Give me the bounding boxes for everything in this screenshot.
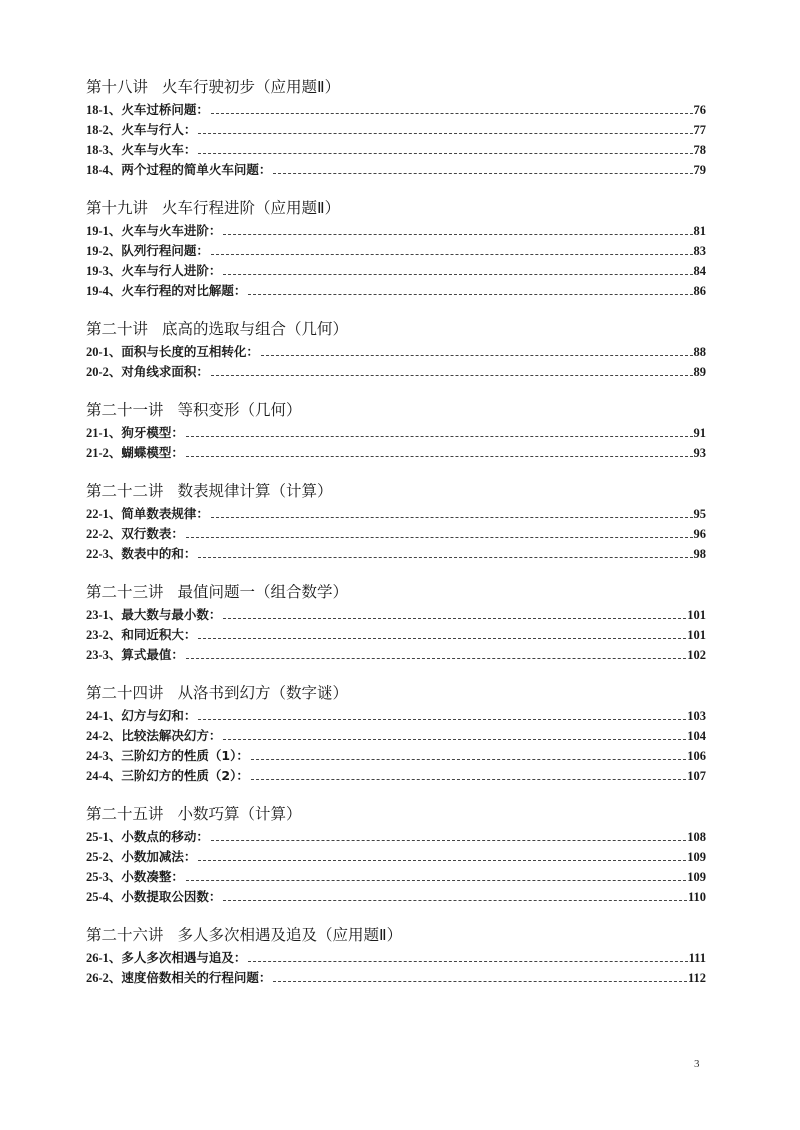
entry-title: 队列行程问题： bbox=[121, 243, 209, 258]
entry-title: 速度倍数相关的行程问题： bbox=[121, 970, 272, 985]
chapter-section bbox=[86, 197, 706, 301]
entry-title: 最大数与最小数： bbox=[121, 607, 222, 622]
entry-title: 两个过程的简单火车问题： bbox=[121, 162, 272, 177]
entry-number: 25-4、 bbox=[86, 890, 122, 904]
entry-number: 19-2、 bbox=[86, 244, 122, 258]
entry-number: 24-3、 bbox=[86, 749, 122, 763]
entry-page-number: 95 bbox=[693, 507, 706, 521]
dot-leader bbox=[273, 173, 692, 174]
entry-page-number: 79 bbox=[693, 163, 706, 177]
entry-page-number: 111 bbox=[688, 951, 706, 965]
chapter-title: 多人多次相遇及追及（应用题Ⅱ） bbox=[177, 926, 403, 944]
chapter-number: 第十九讲 bbox=[86, 199, 149, 217]
entry-title: 小数提取公因数： bbox=[121, 889, 222, 904]
chapter-number: 第二十四讲 bbox=[86, 684, 164, 702]
page-number: 3 bbox=[694, 1058, 700, 1070]
chapter-title: 数表规律计算（计算） bbox=[177, 482, 333, 500]
toc-entry bbox=[86, 625, 706, 645]
entry-number: 19-3、 bbox=[86, 264, 122, 278]
entry-number: 26-2、 bbox=[86, 971, 122, 985]
toc-entry bbox=[86, 342, 706, 362]
chapter-title: 小数巧算（计算） bbox=[177, 805, 302, 823]
dot-leader bbox=[211, 254, 693, 255]
entry-number: 25-1、 bbox=[86, 830, 122, 844]
entry-number: 25-2、 bbox=[86, 850, 122, 864]
entry-number: 19-1、 bbox=[86, 224, 122, 238]
chapter-title: 等积变形（几何） bbox=[177, 401, 302, 419]
entry-page-number: 112 bbox=[687, 971, 706, 985]
toc-entry bbox=[86, 281, 706, 301]
entry-number: 22-3、 bbox=[86, 547, 122, 561]
toc-entry bbox=[86, 423, 706, 443]
entry-number: 20-1、 bbox=[86, 345, 122, 359]
toc-entry bbox=[86, 827, 706, 847]
dot-leader bbox=[211, 517, 693, 518]
entry-page-number: 107 bbox=[687, 769, 706, 783]
dot-leader bbox=[251, 779, 686, 780]
dot-leader bbox=[248, 961, 687, 962]
entry-page-number: 88 bbox=[693, 345, 706, 359]
entry-page-number: 110 bbox=[687, 890, 706, 904]
entry-title: 火车与行人： bbox=[121, 122, 197, 137]
chapter-title: 最值问题一（组合数学） bbox=[177, 583, 349, 601]
entry-title: 火车与行人进阶： bbox=[121, 263, 222, 278]
entry-page-number: 93 bbox=[693, 446, 706, 460]
entry-title: 狗牙模型： bbox=[121, 425, 184, 440]
chapter-heading bbox=[86, 197, 706, 219]
entry-page-number: 108 bbox=[687, 830, 706, 844]
entry-page-number: 78 bbox=[693, 143, 706, 157]
chapter-section bbox=[86, 924, 706, 988]
entry-page-number: 104 bbox=[687, 729, 706, 743]
chapter-number: 第十八讲 bbox=[86, 78, 149, 96]
entry-number: 18-4、 bbox=[86, 163, 122, 177]
entry-number: 24-4、 bbox=[86, 769, 122, 783]
dot-leader bbox=[223, 234, 692, 235]
chapter-number: 第二十五讲 bbox=[86, 805, 164, 823]
entry-page-number: 103 bbox=[687, 709, 706, 723]
chapter-heading bbox=[86, 924, 706, 946]
entry-page-number: 101 bbox=[687, 608, 706, 622]
entry-title: 小数点的移动： bbox=[121, 829, 209, 844]
entry-title: 火车行程的对比解题： bbox=[121, 283, 247, 298]
entry-page-number: 83 bbox=[693, 244, 706, 258]
dot-leader bbox=[223, 900, 687, 901]
chapter-section bbox=[86, 318, 706, 382]
dot-leader bbox=[186, 880, 686, 881]
toc-entry bbox=[86, 241, 706, 261]
toc-entry bbox=[86, 524, 706, 544]
chapter-heading bbox=[86, 480, 706, 502]
entry-number: 23-2、 bbox=[86, 628, 122, 642]
chapter-section bbox=[86, 480, 706, 564]
entry-page-number: 109 bbox=[687, 870, 706, 884]
chapter-section bbox=[86, 399, 706, 463]
dot-leader bbox=[198, 638, 686, 639]
toc-entry bbox=[86, 847, 706, 867]
dot-leader bbox=[198, 557, 692, 558]
chapter-title: 底高的选取与组合（几何） bbox=[162, 320, 349, 338]
chapter-heading bbox=[86, 399, 706, 421]
dot-leader bbox=[211, 840, 686, 841]
toc-entry bbox=[86, 706, 706, 726]
entry-page-number: 106 bbox=[687, 749, 706, 763]
toc-entry bbox=[86, 746, 706, 766]
entry-number: 24-1、 bbox=[86, 709, 122, 723]
entry-number: 18-1、 bbox=[86, 103, 122, 117]
dot-leader bbox=[223, 739, 686, 740]
dot-leader bbox=[211, 113, 693, 114]
chapter-number: 第二十一讲 bbox=[86, 401, 164, 419]
entry-title: 对角线求面积： bbox=[121, 364, 209, 379]
toc-entry bbox=[86, 140, 706, 160]
dot-leader bbox=[198, 719, 686, 720]
dot-leader bbox=[186, 456, 693, 457]
chapter-number: 第二十二讲 bbox=[86, 482, 164, 500]
chapter-heading bbox=[86, 318, 706, 340]
entry-number: 25-3、 bbox=[86, 870, 122, 884]
chapter-title: 火车行程进阶（应用题Ⅱ） bbox=[162, 199, 341, 217]
toc-entry bbox=[86, 726, 706, 746]
dot-leader bbox=[223, 274, 692, 275]
dot-leader bbox=[261, 355, 693, 356]
dot-leader bbox=[186, 658, 686, 659]
entry-page-number: 109 bbox=[687, 850, 706, 864]
entry-title: 比较法解决幻方： bbox=[121, 728, 222, 743]
dot-leader bbox=[186, 436, 693, 437]
entry-title: 小数凑整： bbox=[121, 869, 184, 884]
chapter-heading bbox=[86, 803, 706, 825]
toc-entry bbox=[86, 261, 706, 281]
entry-number: 26-1、 bbox=[86, 951, 122, 965]
entry-title: 简单数表规律： bbox=[121, 506, 209, 521]
toc-entry bbox=[86, 120, 706, 140]
toc-entry bbox=[86, 504, 706, 524]
entry-number: 20-2、 bbox=[86, 365, 122, 379]
entry-number: 22-1、 bbox=[86, 507, 122, 521]
chapter-heading bbox=[86, 581, 706, 603]
chapter-section bbox=[86, 803, 706, 907]
chapter-heading bbox=[86, 76, 706, 98]
entry-title: 蝴蝶模型： bbox=[121, 445, 184, 460]
chapter-section bbox=[86, 76, 706, 180]
entry-title: 算式最值： bbox=[121, 647, 184, 662]
toc-entry bbox=[86, 160, 706, 180]
chapter-number: 第二十六讲 bbox=[86, 926, 164, 944]
entry-number: 23-1、 bbox=[86, 608, 122, 622]
toc-entry bbox=[86, 605, 706, 625]
dot-leader bbox=[198, 153, 692, 154]
dot-leader bbox=[198, 133, 692, 134]
entry-title: 数表中的和： bbox=[121, 546, 197, 561]
entry-page-number: 102 bbox=[687, 648, 706, 662]
entry-title: 面积与长度的互相转化： bbox=[121, 344, 259, 359]
entry-title: 火车与火车： bbox=[121, 142, 197, 157]
toc-entry bbox=[86, 766, 706, 786]
chapter-heading bbox=[86, 682, 706, 704]
entry-title: 幻方与幻和： bbox=[121, 708, 197, 723]
toc-entry bbox=[86, 100, 706, 120]
entry-page-number: 76 bbox=[693, 103, 706, 117]
dot-leader bbox=[273, 981, 687, 982]
toc-entry bbox=[86, 645, 706, 665]
entry-title: 双行数表： bbox=[121, 526, 184, 541]
entry-number: 24-2、 bbox=[86, 729, 122, 743]
entry-number: 21-1、 bbox=[86, 426, 122, 440]
toc-entry bbox=[86, 443, 706, 463]
dot-leader bbox=[251, 759, 686, 760]
entry-page-number: 81 bbox=[693, 224, 706, 238]
chapter-section bbox=[86, 682, 706, 786]
chapter-section bbox=[86, 581, 706, 665]
entry-page-number: 101 bbox=[687, 628, 706, 642]
entry-page-number: 91 bbox=[693, 426, 706, 440]
dot-leader bbox=[223, 618, 686, 619]
entry-title: 三阶幻方的性质（1）： bbox=[121, 748, 249, 763]
chapter-number: 第二十三讲 bbox=[86, 583, 164, 601]
table-of-contents bbox=[86, 76, 706, 1005]
dot-leader bbox=[198, 860, 686, 861]
entry-page-number: 96 bbox=[693, 527, 706, 541]
toc-entry bbox=[86, 968, 706, 988]
entry-title: 多人多次相遇与追及： bbox=[121, 950, 247, 965]
entry-page-number: 77 bbox=[693, 123, 706, 137]
entry-page-number: 86 bbox=[693, 284, 706, 298]
entry-page-number: 84 bbox=[693, 264, 706, 278]
entry-number: 18-2、 bbox=[86, 123, 122, 137]
entry-page-number: 98 bbox=[693, 547, 706, 561]
entry-title: 火车过桥问题： bbox=[121, 102, 209, 117]
toc-entry bbox=[86, 221, 706, 241]
toc-entry bbox=[86, 544, 706, 564]
entry-number: 23-3、 bbox=[86, 648, 122, 662]
toc-entry bbox=[86, 887, 706, 907]
dot-leader bbox=[211, 375, 693, 376]
entry-title: 和同近积大： bbox=[121, 627, 197, 642]
entry-number: 19-4、 bbox=[86, 284, 122, 298]
toc-entry bbox=[86, 362, 706, 382]
toc-entry bbox=[86, 948, 706, 968]
entry-title: 火车与火车进阶： bbox=[121, 223, 222, 238]
dot-leader bbox=[186, 537, 693, 538]
entry-title: 三阶幻方的性质（2）： bbox=[121, 768, 249, 783]
chapter-number: 第二十讲 bbox=[86, 320, 149, 338]
chapter-title: 火车行驶初步（应用题Ⅱ） bbox=[162, 78, 341, 96]
entry-number: 21-2、 bbox=[86, 446, 122, 460]
entry-number: 18-3、 bbox=[86, 143, 122, 157]
dot-leader bbox=[248, 294, 692, 295]
toc-entry bbox=[86, 867, 706, 887]
entry-page-number: 89 bbox=[693, 365, 706, 379]
chapter-title: 从洛书到幻方（数字谜） bbox=[177, 684, 349, 702]
entry-title: 小数加减法： bbox=[121, 849, 197, 864]
entry-number: 22-2、 bbox=[86, 527, 122, 541]
